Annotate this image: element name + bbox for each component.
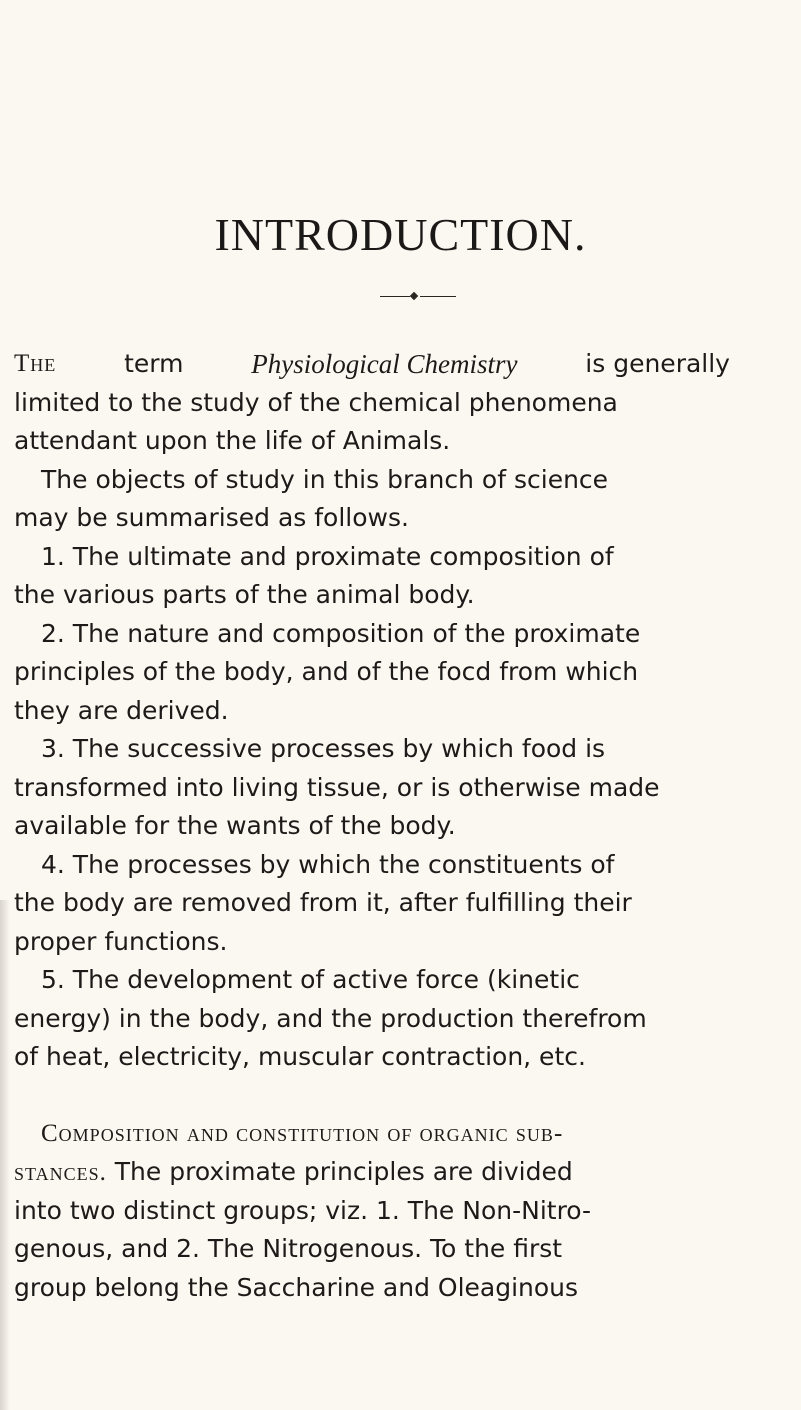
item5-line1: 5. The development of active force (kinetic bbox=[41, 965, 580, 994]
ornament-line-right bbox=[420, 296, 456, 297]
body-text bbox=[14, 345, 730, 1307]
item1-line1: 1. The ultimate and proximate composition of bbox=[41, 541, 614, 571]
item2-line3: they are derived. bbox=[14, 695, 229, 725]
item5-line2: energy) in the body, and the production therefrom bbox=[14, 1003, 647, 1033]
para1-lead-word: The bbox=[14, 350, 57, 377]
para2-line1: The objects of study in this branch of science bbox=[41, 464, 609, 494]
para2-line2: may be summarised as follows. bbox=[14, 503, 409, 532]
para1-line3: attendant upon the life of Animals. bbox=[14, 426, 451, 455]
ornament-diamond-icon bbox=[410, 292, 418, 300]
item3-line2: transformed into living tissue, or is otherwise made bbox=[14, 772, 660, 802]
item2-line2: principles of the body, and of the focd from which bbox=[14, 657, 639, 686]
section-line4: genous, and 2. The Nitrogenous. To the first bbox=[14, 1234, 563, 1263]
ornament-rule bbox=[380, 293, 456, 301]
section-heading-line1: Composition and constitution of organic sub- bbox=[41, 1119, 564, 1147]
gutter-shadow bbox=[0, 900, 10, 1410]
para1-rest: is generally bbox=[585, 349, 730, 378]
section-heading-line2: stances. bbox=[14, 1159, 107, 1186]
section-line3: into two distinct groups; viz. 1. The Non-Nitro- bbox=[14, 1195, 592, 1225]
item3-line3: available for the wants of the body. bbox=[14, 811, 456, 840]
chapter-heading: INTRODUCTION. bbox=[214, 209, 587, 260]
section-line2 bbox=[14, 1153, 730, 1192]
item4-line1: 4. The processes by which the constituents of bbox=[41, 849, 615, 879]
section-gap bbox=[14, 1077, 730, 1115]
para1-italic-title: Physiological Chemistry bbox=[251, 349, 518, 379]
item1-line2: the various parts of the animal body. bbox=[14, 580, 475, 609]
para1-line1 bbox=[14, 345, 730, 384]
section-line2-rest: The proximate principles are divided bbox=[114, 1157, 573, 1186]
item5-line3: of heat, electricity, muscular contraction, etc. bbox=[14, 1042, 586, 1071]
item3-line1: 3. The successive processes by which food is bbox=[41, 734, 606, 763]
para1-line2: limited to the study of the chemical phenomena bbox=[14, 387, 618, 417]
ornament-line-left bbox=[380, 296, 410, 297]
item2-line1: 2. The nature and composition of the proximate bbox=[41, 618, 641, 648]
para1-term: term bbox=[124, 349, 184, 378]
section-line5: group belong the Saccharine and Oleaginous bbox=[14, 1272, 579, 1302]
item4-line2: the body are removed from it, after fulfilling their bbox=[14, 888, 632, 917]
item4-line3: proper functions. bbox=[14, 926, 228, 956]
